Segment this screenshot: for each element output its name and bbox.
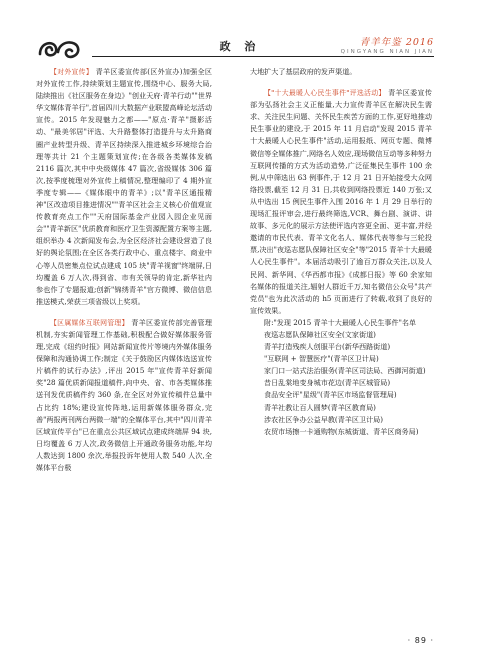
- list-item: 农贸市场擦一卡通购物(东城街道、青羊区商务局): [264, 426, 419, 436]
- paragraph-tag: 【对外宣传】: [50, 68, 94, 76]
- yearbook-name: 青羊年鉴 2016: [359, 37, 434, 48]
- list-item: 青羊打造残疾人创服平台(新华西路街道): [264, 342, 391, 352]
- list-item: 夜巡志愿队保障社区安全(文家街道): [264, 329, 376, 339]
- paragraph-tag: 【区属媒体互联网管理】: [50, 318, 129, 327]
- page-number: · 89 ·: [407, 636, 434, 645]
- list-item: 家门口一站式法治服务(青羊区司法局、西御河街道): [264, 366, 426, 376]
- paragraph-external-publicity: [36, 66, 212, 308]
- paragraph-text: 青羊区委宣传部完善管理机制,夯实新闻管理工作基础,积极配合做好媒体服务管理,完成《纽约时报》网站新闻宣传片等境内外媒体服务保障和沟通协调工作;制定《关于鼓励区内媒体选送宣传片稿件的试行办法》,评出 2015 年"宣传青羊好新闻奖"28 篇优质新闻报道稿件,向中央、省、市各类媒体推送刊发优质稿件约 360 条,在全区对外宣传稿件总量中占比约 18%;建设宣传阵地,运用新媒体服务群众,完善"两报两刊两台两微一端"的全媒体平台,其中"四川青羊区域宣传平台"已在重点公共区域试点建成终端屏 94 块,日均覆盖 6 万人次,政务微信上开通政务服务功能,年均人数达到 1800 余次,举报投诉年使用人数 540 人次,全媒体平台极: [36, 317, 212, 472]
- list-item: 食品安全评"星级"(青羊区市场监督管理局): [264, 390, 397, 400]
- paragraph-media-management: [36, 317, 212, 474]
- list-intro: 附:"发现 2015 青羊十大最暖人心民生事件"名单: [264, 317, 417, 327]
- list-item: 昔日乱棠地变身城市花边(青羊区城管局): [264, 378, 391, 388]
- paragraph-livelihood-events: [250, 87, 432, 317]
- list-item: "互联网 + 智慧医疗"(青羊区卫计局): [264, 354, 379, 364]
- paragraph-text: 青羊区委宣传部(区外宣办)加强全区对外宣传工作,持续策划主题宣传,围绕中心、服务大局,陆续推出《社区服务在身边》"创业天府·青羊行动""世界华文媒体青羊行",首届四川大数据产业联盟高峰论坛活动宣传。2015 年发现魅力之都——"原点·青羊"摄影活动、"最美邻居"评选、大升路整体打造提升与太升路商圈产业转型升级、青羊区持续深入推进城乡环境综合治理等共计 21 个主题策划宣传;在各级各类媒体发稿 2116 篇次,其中中央级媒体 47 篇次,省级媒体 306 篇次,按季度梳理对外宣传上稿情况,整理编印了 4 期外宣季度专辑——《媒体眼中的青羊》;以"青羊区通报精神"区改造项目推进情况""青羊区社会主义核心价值观宣传教育亮点工作""天府国际基金产业园入园企业见面会""青羊新区"优质教育和医疗卫生资源配置方案等主题,组织举办 4 次新闻发布会,为全区经济社会建设营造了良好的舆论氛围;在全区各类行政中心、重点楼宇、商业中心等人员密集点位试点建成 105 块"青羊视窗"终端屏,日均覆盖 6 万人次,得到省、市有关领导的肯定,新华社内参也作了专题报道;创新"锦绣青羊"官方微博、微信信息推送模式,荣获三项省级以上奖项。: [36, 67, 212, 306]
- paragraph-continuation: 大地扩大了基层政府的发声渠道。: [250, 67, 357, 76]
- left-column: [36, 66, 212, 474]
- header-rule: [92, 56, 434, 57]
- yearbook-pinyin: QINGYANG NIAN JIAN: [340, 49, 434, 55]
- yearbook-brand: [341, 34, 434, 55]
- paragraph-tag: 【"十大最暖人心民生事件"评选活动】: [264, 89, 386, 98]
- list-item: 青羊社教让百人圆梦(青羊区教育局): [264, 402, 376, 412]
- events-list: [250, 317, 432, 438]
- paragraph-text: 青羊区委宣传部为弘扬社会主义正能量,大力宣传青羊区在解决民生需求、关注民生问题、关怀民生疾苦方面的工作,更好地推动民生事业的建设,于 2015 年 11 月启动"发现 2015 青羊十大最暖人心民生事件"活动,运用报纸、网页专题、微博微信等全媒体推广,网络名人效应,现场微信互动等多种努力互联网传播的方式为活动造势,广泛征集民生事件 100 余例,从中筛选出 63 例事件,于 12 月 21 日开始接受大众网络投票,截至 12 月 31 日,共收到网络投票近 140 万张;又从中选出 15 例民生事件入围 2016 年 1 月 29 日举行的现场汇报评审会,进行最终筛选,VCR、舞台剧、演讲、讲故事、多元化的展示方法使评选内容更全面、更丰富,并经邀请的市民代表、青羊文化名人、媒体代表等参与三轮投票,决出"夜巡志愿队保障社区安全"等"2015 青羊十大最暖人心民生事件"。本届活动吸引了逾百万群众关注,以及人民网、新华网、《华西都市报》《成都日报》等 60 余家知名媒体的报道关注,辐射人群近千万,知名微信公众号"共产党员"也为此次活动的 h5 页面进行了转载,收到了良好的宣传效果。: [250, 88, 432, 315]
- section-title: 政 治: [219, 40, 261, 53]
- right-column: [250, 66, 432, 438]
- list-item: 涉农社区争办公益早教(青羊区卫计局): [264, 414, 384, 424]
